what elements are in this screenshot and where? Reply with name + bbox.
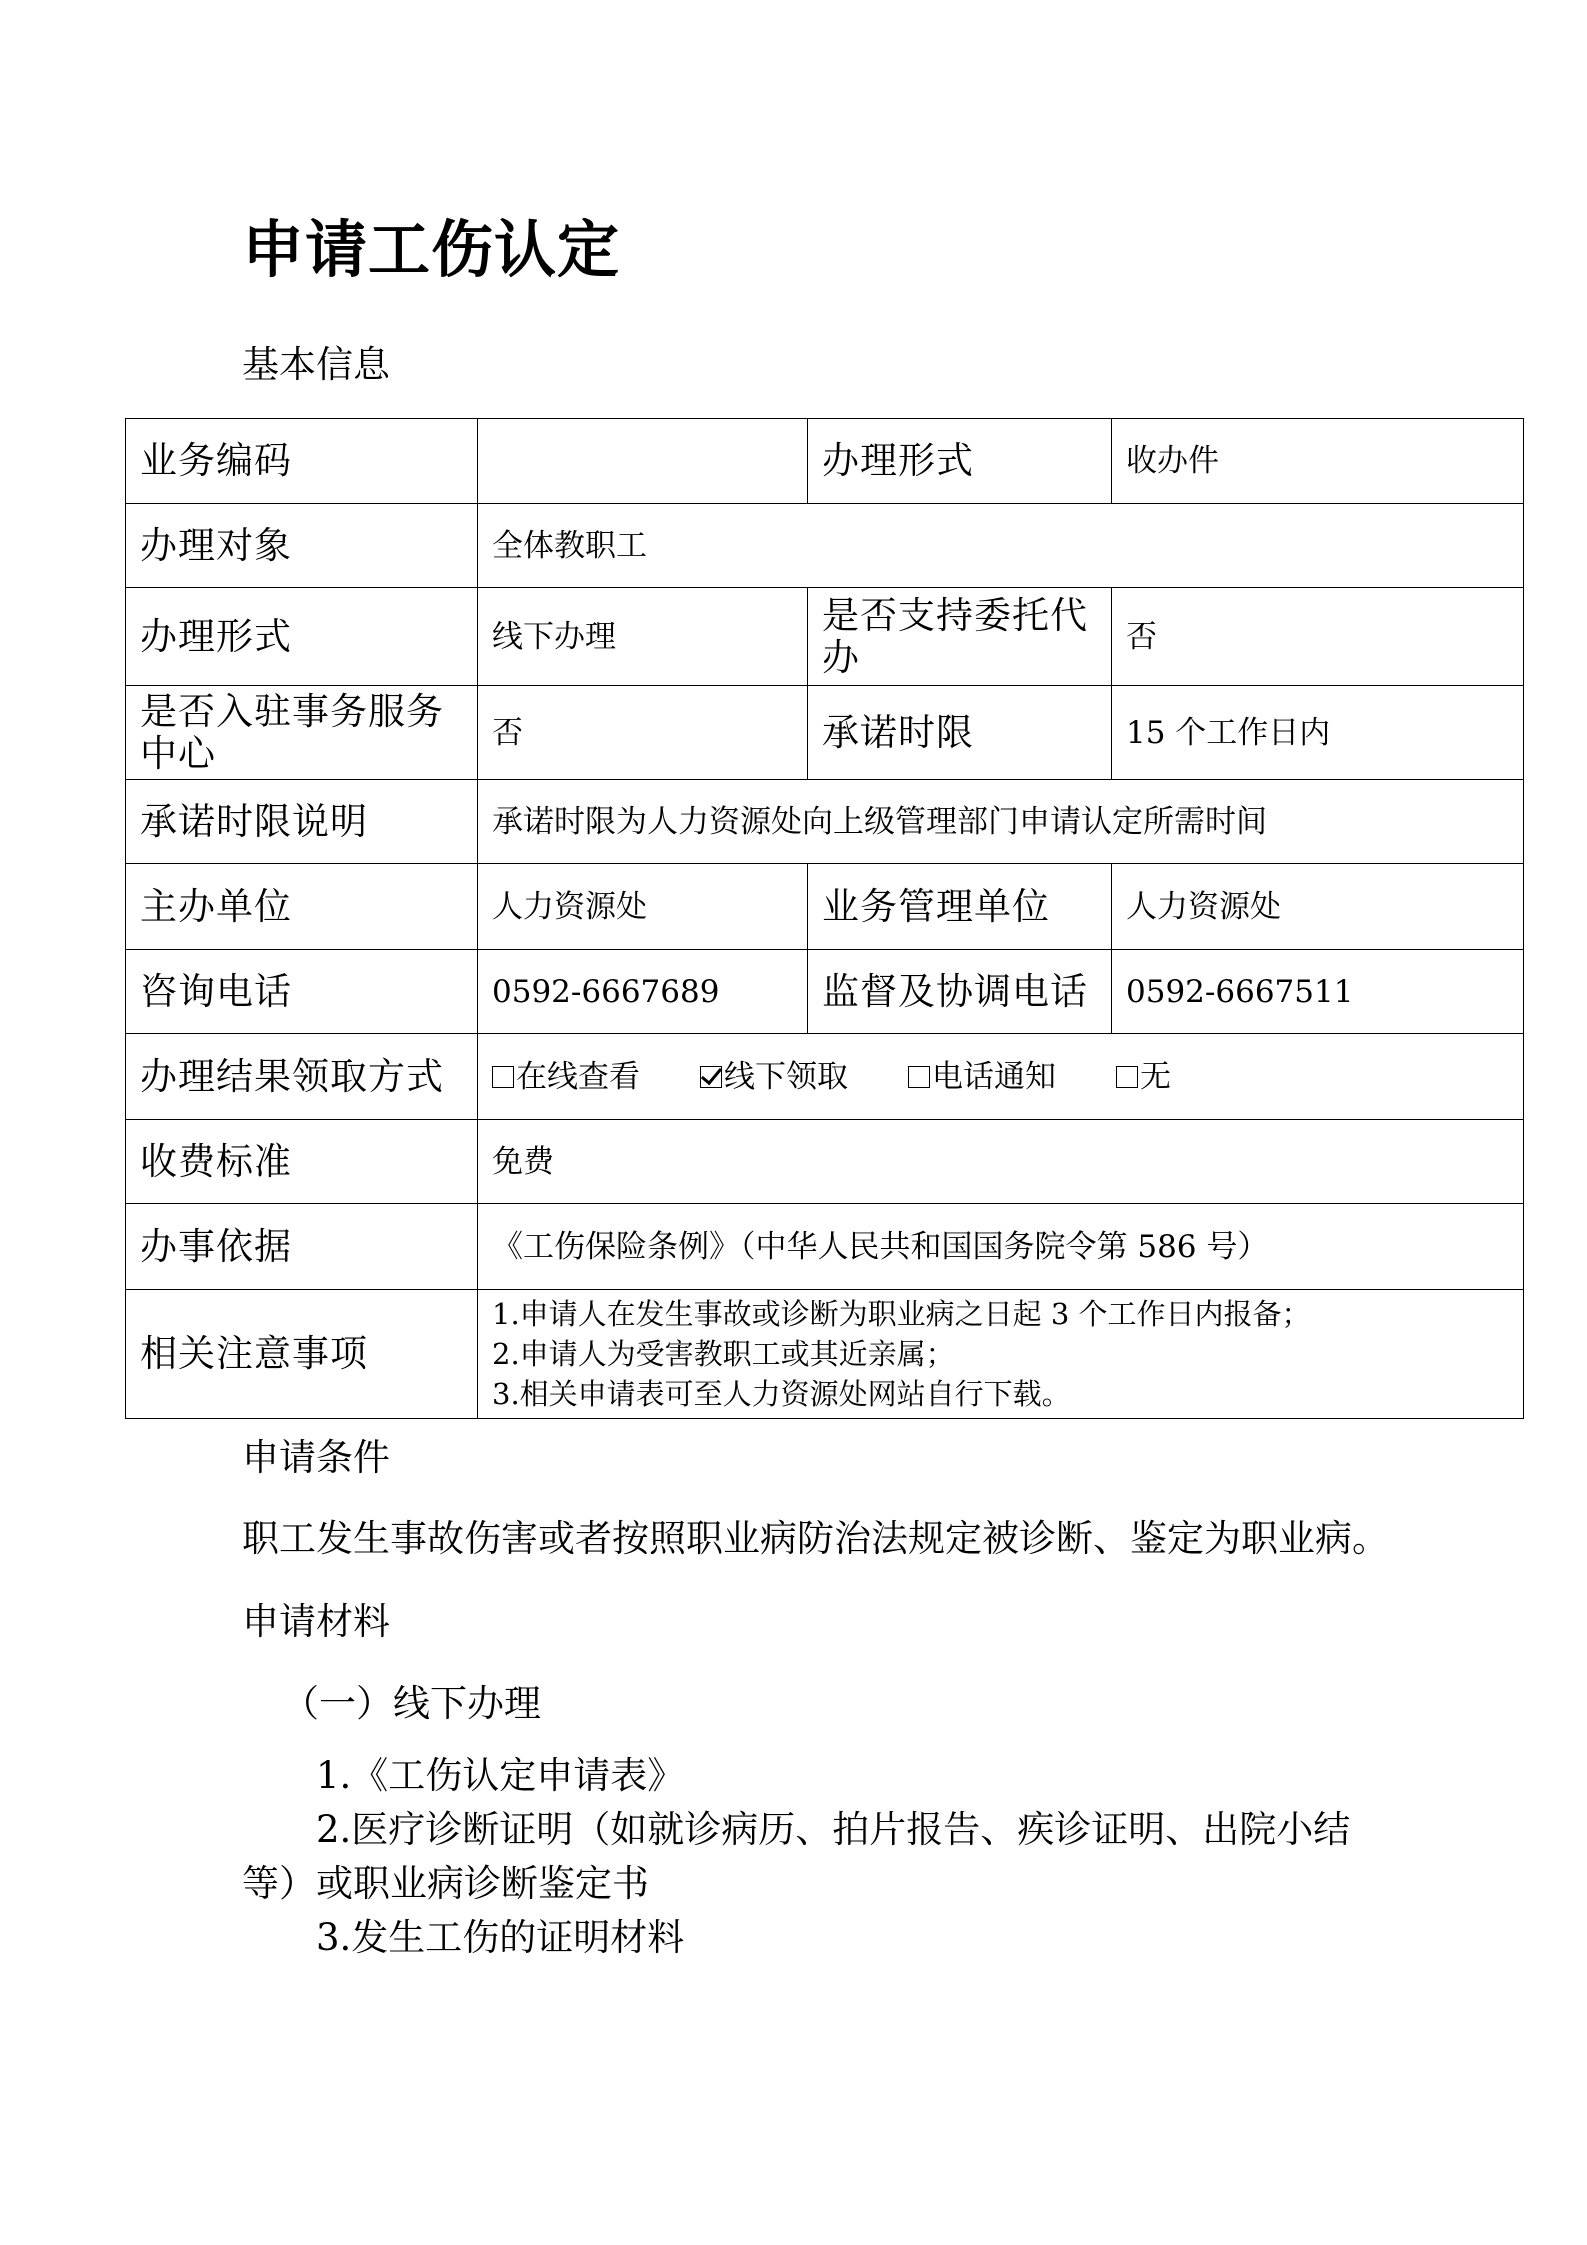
- note-line: 2.申请人为受害教职工或其近亲属；: [492, 1337, 955, 1371]
- option-phone-notice-label: 电话通知: [932, 1058, 1056, 1095]
- label-result-method: 办理结果领取方式: [126, 1034, 478, 1120]
- table-row: [126, 780, 1524, 864]
- materials-item-2-cont: 等）或职业病诊断鉴定书: [242, 1862, 649, 1905]
- page-title: 申请工伤认定: [242, 213, 621, 286]
- option-phone-notice[interactable]: [908, 1056, 1056, 1098]
- table-row: [126, 1034, 1524, 1120]
- label-basis: 办事依据: [126, 1204, 478, 1290]
- table-row: [126, 588, 1524, 686]
- label-handling-type: 办理形式: [808, 419, 1112, 504]
- materials-item-3: 3.发生工伤的证明材料: [316, 1916, 685, 1959]
- value-business-code: [478, 419, 808, 504]
- label-time-limit-note: 承诺时限说明: [126, 780, 478, 864]
- table-row: [126, 950, 1524, 1034]
- value-basis: 《工伤保险条例》（中华人民共和国国务院令第 586 号）: [478, 1204, 1524, 1290]
- value-fee: 免费: [478, 1120, 1524, 1204]
- value-notes: [478, 1290, 1524, 1419]
- label-fee: 收费标准: [126, 1120, 478, 1204]
- value-supervision-phone: 0592-6667511: [1112, 950, 1524, 1034]
- label-handling-form: 办理形式: [126, 588, 478, 686]
- value-handling-form: 线下办理: [478, 588, 808, 686]
- value-management-unit: 人力资源处: [1112, 864, 1524, 950]
- label-time-limit: 承诺时限: [808, 686, 1112, 780]
- table-row: [126, 864, 1524, 950]
- label-management-unit: 业务管理单位: [808, 864, 1112, 950]
- table-row: [126, 1290, 1524, 1419]
- checkbox-online-view-icon[interactable]: [492, 1066, 514, 1088]
- table-row: [126, 419, 1524, 504]
- checkbox-none-icon[interactable]: [1116, 1066, 1138, 1088]
- label-notes: 相关注意事项: [126, 1290, 478, 1419]
- basic-info-heading: 基本信息: [242, 343, 390, 386]
- checkbox-offline-pickup-icon[interactable]: [700, 1066, 722, 1088]
- value-consult-phone: 0592-6667689: [478, 950, 808, 1034]
- materials-item-1: 1.《工伤认定申请表》: [316, 1754, 685, 1797]
- materials-heading: 申请材料: [242, 1600, 390, 1643]
- result-method-options: [478, 1034, 1524, 1120]
- option-online-view[interactable]: [492, 1056, 640, 1098]
- table-row: [126, 686, 1524, 780]
- table-row: [126, 1120, 1524, 1204]
- label-consult-phone: 咨询电话: [126, 950, 478, 1034]
- table-row: [126, 504, 1524, 588]
- label-host-unit: 主办单位: [126, 864, 478, 950]
- materials-subheading: （一）线下办理: [282, 1682, 541, 1725]
- value-time-limit-note: 承诺时限为人力资源处向上级管理部门申请认定所需时间: [478, 780, 1524, 864]
- checkbox-phone-notice-icon[interactable]: [908, 1066, 930, 1088]
- note-line: 1.申请人在发生事故或诊断为职业病之日起 3 个工作日内报备；: [492, 1297, 1311, 1331]
- conditions-text: 职工发生事故伤害或者按照职业病防治法规定被诊断、鉴定为职业病。: [242, 1517, 1389, 1560]
- label-supervision-phone: 监督及协调电话: [808, 950, 1112, 1034]
- label-delegation: 是否支持委托代办: [808, 588, 1112, 686]
- option-none[interactable]: [1116, 1056, 1171, 1098]
- label-business-code: 业务编码: [126, 419, 478, 504]
- materials-item-2: 2.医疗诊断证明（如就诊病历、拍片报告、疾诊证明、出院小结: [316, 1808, 1351, 1851]
- value-delegation: 否: [1112, 588, 1524, 686]
- option-online-view-label: 在线查看: [516, 1058, 640, 1095]
- table-row: [126, 1204, 1524, 1290]
- option-offline-pickup[interactable]: [700, 1056, 848, 1098]
- option-offline-pickup-label: 线下领取: [724, 1058, 848, 1095]
- value-handling-type: 收办件: [1112, 419, 1524, 504]
- value-service-center: 否: [478, 686, 808, 780]
- value-target: 全体教职工: [478, 504, 1524, 588]
- label-service-center: 是否入驻事务服务中心: [126, 686, 478, 780]
- option-none-label: 无: [1140, 1058, 1171, 1095]
- basic-info-table: [125, 418, 1524, 1419]
- value-host-unit: 人力资源处: [478, 864, 808, 950]
- label-target: 办理对象: [126, 504, 478, 588]
- note-line: 3.相关申请表可至人力资源处网站自行下载。: [492, 1377, 1071, 1411]
- value-time-limit: 15 个工作日内: [1112, 686, 1524, 780]
- conditions-heading: 申请条件: [242, 1436, 390, 1479]
